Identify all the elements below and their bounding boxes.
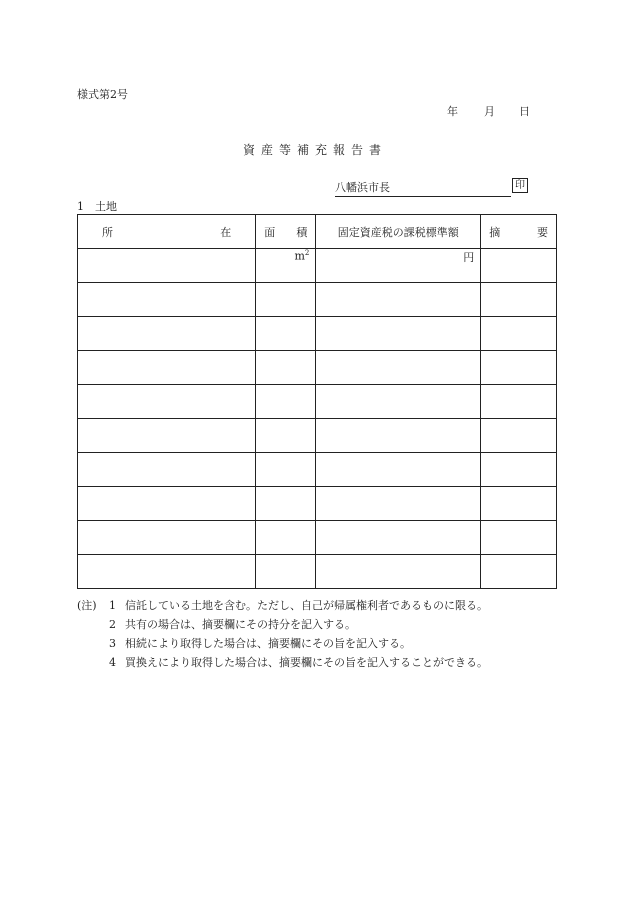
tax-base-cell[interactable]: 円 xyxy=(316,249,481,283)
table-row xyxy=(78,283,557,317)
location-cell[interactable] xyxy=(78,249,256,283)
table-row xyxy=(78,487,557,521)
tax-base-cell[interactable] xyxy=(316,385,481,419)
area-cell[interactable] xyxy=(256,453,316,487)
location-cell[interactable] xyxy=(78,385,256,419)
table-row xyxy=(78,385,557,419)
table-row xyxy=(78,453,557,487)
seal-mark: 印 xyxy=(512,178,528,193)
note-item xyxy=(77,653,488,672)
location-cell[interactable] xyxy=(78,351,256,385)
location-cell[interactable] xyxy=(78,521,256,555)
remarks-cell[interactable] xyxy=(481,283,557,317)
header-remarks: 摘 要 xyxy=(481,215,557,249)
tax-base-cell[interactable] xyxy=(316,351,481,385)
area-cell[interactable]: $m^2$ xyxy=(256,249,316,283)
land-table xyxy=(77,214,557,589)
remarks-cell[interactable] xyxy=(481,317,557,351)
date-day-label: 日 xyxy=(519,105,530,118)
notes xyxy=(77,596,488,672)
table-row xyxy=(78,249,557,283)
table-row xyxy=(78,555,557,589)
note-text: 相続により取得した場合は、摘要欄にその旨を記入する。 xyxy=(125,637,411,650)
location-cell[interactable] xyxy=(78,317,256,351)
area-cell[interactable] xyxy=(256,555,316,589)
location-cell[interactable] xyxy=(78,487,256,521)
location-cell[interactable] xyxy=(78,283,256,317)
section-heading xyxy=(77,198,117,214)
table-row xyxy=(78,419,557,453)
table-row xyxy=(78,351,557,385)
notes-label: (注) xyxy=(77,599,97,612)
note-text: 信託している土地を含む。ただし、自己が帰属権利者であるものに限る。 xyxy=(125,599,488,612)
date-month-label: 月 xyxy=(484,105,495,118)
addressee: 八幡浜市長 xyxy=(335,179,511,197)
table-row xyxy=(78,521,557,555)
header-tax-base: 固定資産税の課税標準額 xyxy=(316,215,481,249)
area-cell[interactable] xyxy=(256,487,316,521)
area-cell[interactable] xyxy=(256,419,316,453)
form-number: 様式第2号 xyxy=(77,88,128,101)
remarks-cell[interactable] xyxy=(481,555,557,589)
remarks-cell[interactable] xyxy=(481,351,557,385)
header-area: 面 積 xyxy=(256,215,316,249)
table-header-row xyxy=(78,215,557,249)
header-location: 所 在 xyxy=(78,215,256,249)
remarks-cell[interactable] xyxy=(481,419,557,453)
tax-base-cell[interactable] xyxy=(316,521,481,555)
location-cell[interactable] xyxy=(78,555,256,589)
note-item xyxy=(77,596,488,615)
area-cell[interactable] xyxy=(256,385,316,419)
section-number: 1 xyxy=(77,200,84,213)
tax-base-cell[interactable] xyxy=(316,487,481,521)
area-cell[interactable] xyxy=(256,283,316,317)
section-label: 土地 xyxy=(95,200,117,213)
tax-base-cell[interactable] xyxy=(316,453,481,487)
area-cell[interactable] xyxy=(256,521,316,555)
remarks-cell[interactable] xyxy=(481,487,557,521)
tax-base-cell[interactable] xyxy=(316,317,481,351)
document-title: 資産等補充報告書 xyxy=(242,143,387,157)
area-cell[interactable] xyxy=(256,351,316,385)
remarks-cell[interactable] xyxy=(481,521,557,555)
location-cell[interactable] xyxy=(78,453,256,487)
location-cell[interactable] xyxy=(78,419,256,453)
table-row xyxy=(78,317,557,351)
note-number: 4 xyxy=(109,656,116,669)
date-year-label: 年 xyxy=(447,105,458,118)
note-number: 1 xyxy=(109,599,116,612)
remarks-cell[interactable] xyxy=(481,385,557,419)
note-item xyxy=(77,615,488,634)
area-cell[interactable] xyxy=(256,317,316,351)
note-text: 共有の場合は、摘要欄にその持分を記入する。 xyxy=(125,618,356,631)
remarks-cell[interactable] xyxy=(481,249,557,283)
tax-base-cell[interactable] xyxy=(316,283,481,317)
tax-base-cell[interactable] xyxy=(316,419,481,453)
note-text: 買換えにより取得した場合は、摘要欄にその旨を記入することができる。 xyxy=(125,656,488,669)
note-number: 2 xyxy=(109,618,116,631)
note-item xyxy=(77,634,488,653)
note-number: 3 xyxy=(109,637,116,650)
remarks-cell[interactable] xyxy=(481,453,557,487)
tax-base-cell[interactable] xyxy=(316,555,481,589)
